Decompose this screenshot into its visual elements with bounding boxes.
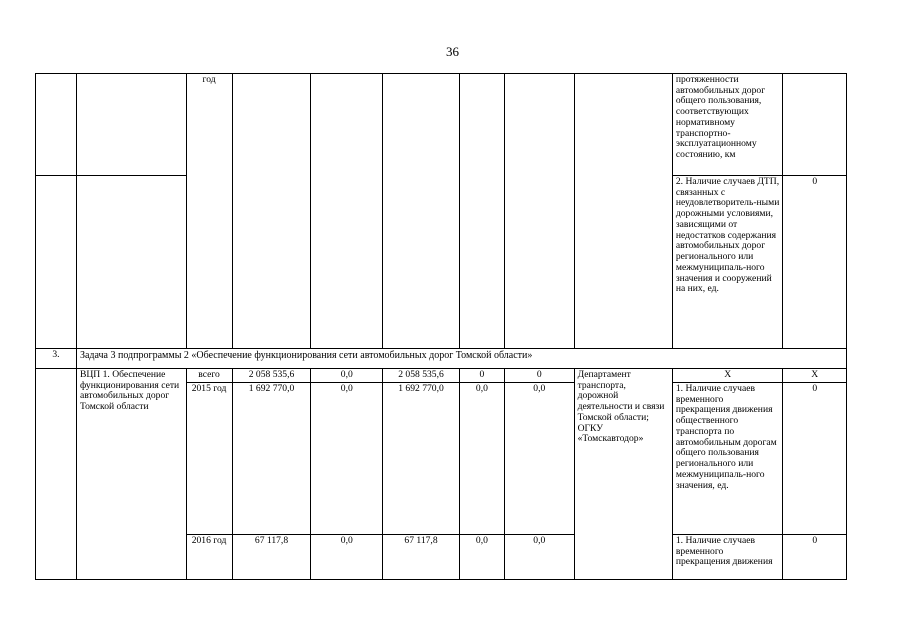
federal-cell: 0,0 — [311, 535, 383, 580]
period-cell: 2015 год — [186, 383, 232, 535]
number-cell — [36, 369, 77, 580]
task-row — [36, 349, 847, 369]
value-cell: Х — [783, 369, 847, 383]
executor-cell — [574, 74, 672, 349]
regional-cell: 1 692 770,0 — [383, 383, 460, 535]
indicator-cell: протяженности автомобильных дорог общего пользования, соответствующих нормативному транспортно-эксплуатационному состоянию, км — [672, 74, 783, 176]
table-row — [36, 369, 847, 383]
regional-cell — [383, 74, 460, 349]
other-cell: 0,0 — [504, 383, 574, 535]
name-cell — [76, 74, 186, 176]
period-cell: год — [186, 74, 232, 349]
value-cell: 0 — [783, 176, 847, 349]
value-cell: 0 — [783, 383, 847, 535]
local-cell: 0,0 — [459, 383, 504, 535]
total-cell: 2 058 535,6 — [232, 369, 311, 383]
number-cell — [36, 176, 77, 349]
other-cell — [504, 74, 574, 349]
table-row — [36, 74, 847, 176]
value-cell: 0 — [783, 535, 847, 580]
other-cell: 0,0 — [504, 535, 574, 580]
name-cell — [76, 176, 186, 349]
task-title: Задача 3 подпрограммы 2 «Обеспечение функционирования сети автомобильных дорог Томской области» — [76, 349, 846, 369]
program-table — [35, 73, 847, 580]
page-number: 36 — [446, 44, 459, 59]
indicator-cell: 1. Наличие случаев временного прекращения движения — [672, 535, 783, 580]
federal-cell: 0,0 — [311, 383, 383, 535]
period-cell: всего — [186, 369, 232, 383]
task-number: 3. — [36, 349, 77, 369]
federal-cell: 0,0 — [311, 369, 383, 383]
local-cell — [459, 74, 504, 349]
value-cell — [783, 74, 847, 176]
local-cell: 0,0 — [459, 535, 504, 580]
total-cell: 1 692 770,0 — [232, 383, 311, 535]
total-cell: 67 117,8 — [232, 535, 311, 580]
other-cell: 0 — [504, 369, 574, 383]
total-cell — [232, 74, 311, 349]
number-cell — [36, 74, 77, 176]
regional-cell: 67 117,8 — [383, 535, 460, 580]
executor-cell: Департамент транспорта, дорожной деятельности и связи Томской области; ОГКУ «Томскавтодор» — [574, 369, 672, 580]
regional-cell: 2 058 535,6 — [383, 369, 460, 383]
indicator-cell: Х — [672, 369, 783, 383]
period-cell: 2016 год — [186, 535, 232, 580]
vcp-name: ВЦП 1. Обеспечение функционирования сети автомобильных дорог Томской области — [76, 369, 186, 580]
local-cell: 0 — [459, 369, 504, 383]
indicator-cell: 1. Наличие случаев временного прекращения движения общественного транспорта по автомобильным дорогам общего пользования регионального или межмуниципаль-ного значения, ед. — [672, 383, 783, 535]
indicator-cell: 2. Наличие случаев ДТП, связанных с неудовлетворитель-ными дорожными условиями, зависящими от недостатков содержания автомобильных дорог регионального или межмуниципаль-ного значения и сооружений на них, ед. — [672, 176, 783, 349]
federal-cell — [311, 74, 383, 349]
